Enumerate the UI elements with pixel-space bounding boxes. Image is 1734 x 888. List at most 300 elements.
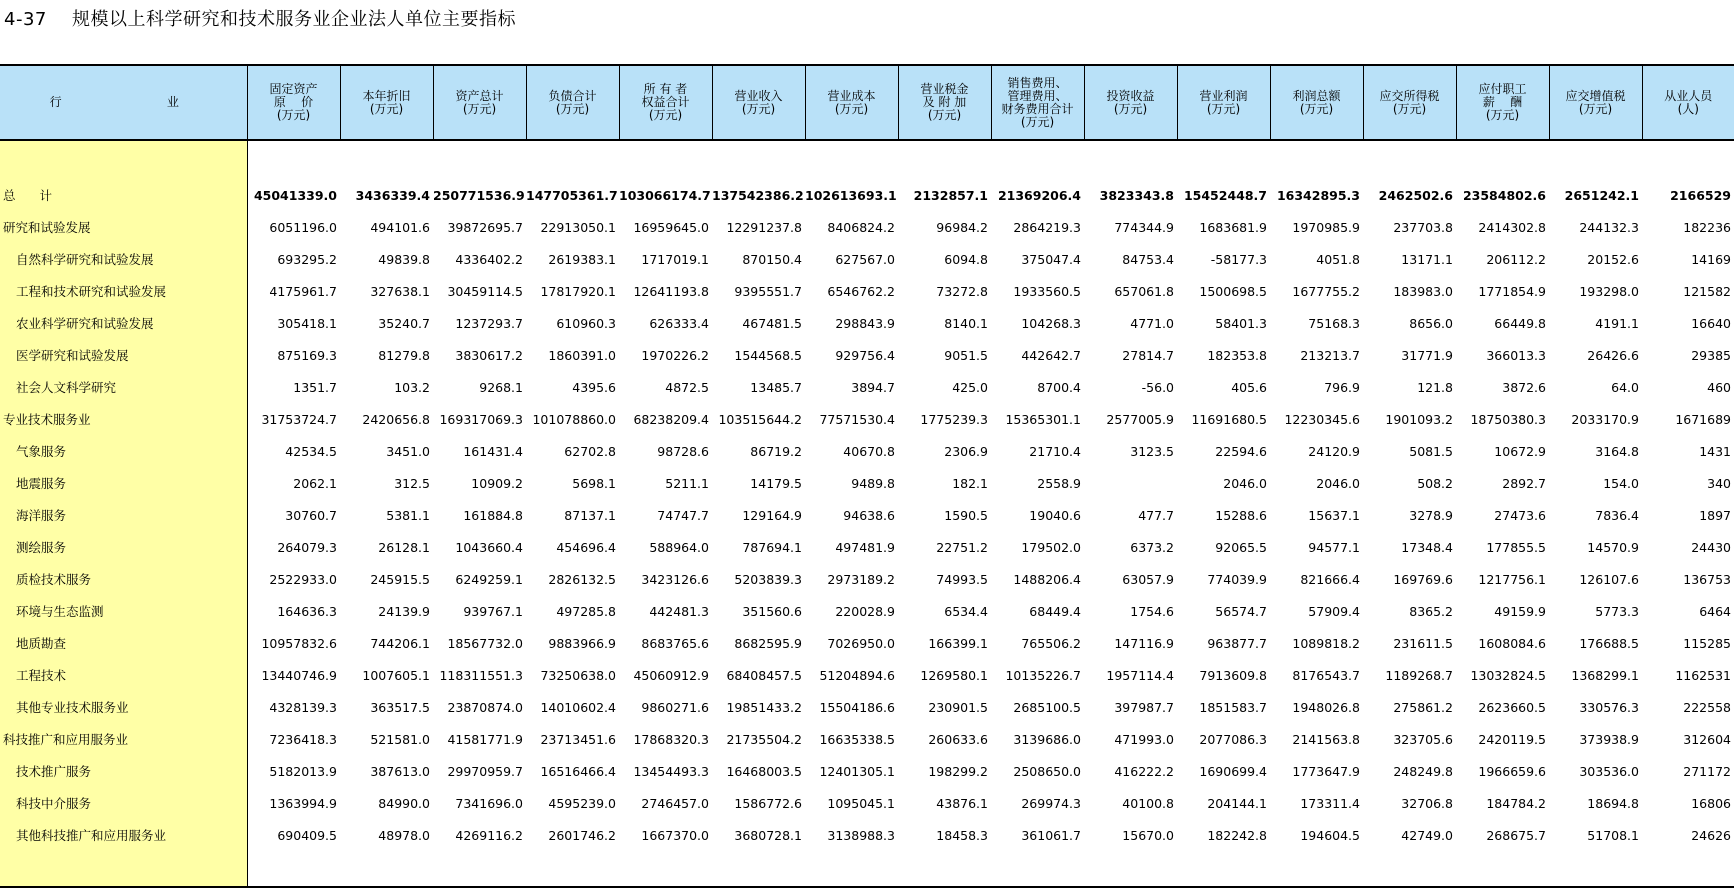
value-cell: 657061.8	[1114, 283, 1174, 299]
value-cell: 10135226.7	[1005, 667, 1081, 683]
empty-cell	[1549, 140, 1642, 179]
empty-cell	[619, 851, 712, 887]
value-cell: 15452448.7	[1183, 187, 1267, 203]
table-row	[0, 307, 1734, 339]
value-cell: 275861.2	[1393, 699, 1453, 715]
value-cell: 3423126.6	[641, 571, 709, 587]
value-cell: 870150.4	[742, 251, 802, 267]
value-cell: 31753724.7	[261, 411, 337, 427]
value-cell: 92065.5	[1215, 539, 1267, 555]
value-cell: 96984.2	[936, 219, 988, 235]
value-cell: 26128.1	[378, 539, 430, 555]
value-cell: 8656.0	[1409, 315, 1453, 331]
value-cell: 57909.4	[1308, 603, 1360, 619]
value-cell: 23584802.6	[1462, 187, 1546, 203]
empty-cell	[340, 851, 433, 887]
value-cell: 1775239.3	[920, 411, 988, 427]
value-cell: 45060912.9	[633, 667, 709, 683]
value-cell: 121582	[1683, 283, 1731, 299]
value-cell: 2864219.3	[1013, 219, 1081, 235]
value-cell: 1901093.2	[1385, 411, 1453, 427]
value-cell: 154.0	[1603, 475, 1639, 491]
value-cell: 269974.3	[1021, 795, 1081, 811]
value-cell: 1237293.7	[455, 315, 523, 331]
value-cell: 22751.2	[936, 539, 988, 555]
value-cell: 1754.6	[1130, 603, 1174, 619]
value-cell: 1586772.6	[734, 795, 802, 811]
value-cell: 260633.6	[928, 731, 988, 747]
value-cell: 51708.1	[1587, 827, 1639, 843]
value-cell: 26426.6	[1587, 347, 1639, 363]
value-cell: 73250638.0	[540, 667, 616, 683]
industry-name: 社会人文科学研究	[0, 371, 247, 403]
table-row	[0, 467, 1734, 499]
value-cell: 1608084.6	[1478, 635, 1546, 651]
value-cell: 361061.7	[1021, 827, 1081, 843]
value-cell: 213213.7	[1300, 347, 1360, 363]
value-cell: 2077086.3	[1199, 731, 1267, 747]
column-header: 销售费用、 管理费用、 财务费用合计 (万元)	[991, 65, 1084, 140]
value-cell: -58177.3	[1210, 251, 1267, 267]
value-cell: 49839.8	[378, 251, 430, 267]
value-cell: 2306.9	[944, 443, 988, 459]
table-row	[0, 211, 1734, 243]
value-cell: 340	[1707, 475, 1731, 491]
value-cell: 5203839.3	[734, 571, 802, 587]
value-cell: 17817920.1	[540, 283, 616, 299]
value-cell: 230901.5	[928, 699, 988, 715]
value-cell: 2558.9	[1037, 475, 1081, 491]
value-cell: 1544568.5	[734, 347, 802, 363]
value-cell: 16959645.0	[633, 219, 709, 235]
value-cell: 4395.6	[572, 379, 616, 395]
empty-cell	[1363, 140, 1456, 179]
value-cell: 101078860.0	[532, 411, 616, 427]
value-cell: 45041339.0	[253, 187, 337, 203]
value-cell: 497481.9	[835, 539, 895, 555]
column-header: 应付职工 薪 酬 (万元)	[1456, 65, 1549, 140]
value-cell: 13485.7	[750, 379, 802, 395]
value-cell: 13171.1	[1401, 251, 1453, 267]
value-cell: 24139.9	[378, 603, 430, 619]
industry-name: 自然科学研究和试验发展	[0, 243, 247, 275]
value-cell: 102613693.1	[805, 187, 897, 203]
value-cell: 1897	[1699, 507, 1731, 523]
value-cell: 305418.1	[277, 315, 337, 331]
value-cell: 442642.7	[1021, 347, 1081, 363]
empty-cell	[0, 851, 247, 887]
value-cell: 2046.0	[1223, 475, 1267, 491]
empty-cell	[433, 140, 526, 179]
value-cell: 182236	[1683, 219, 1731, 235]
value-cell: 875169.3	[277, 347, 337, 363]
table-row	[0, 339, 1734, 371]
value-cell: 312.5	[394, 475, 430, 491]
value-cell: 98728.6	[657, 443, 709, 459]
value-cell: 6534.4	[944, 603, 988, 619]
value-cell: 626333.4	[649, 315, 709, 331]
value-cell: 48978.0	[378, 827, 430, 843]
value-cell: 19851433.2	[726, 699, 802, 715]
value-cell: 12230345.6	[1284, 411, 1360, 427]
value-cell: 179502.0	[1021, 539, 1081, 555]
value-cell: 12641193.8	[633, 283, 709, 299]
value-cell: 86719.2	[750, 443, 802, 459]
empty-cell	[898, 851, 991, 887]
table-row	[0, 563, 1734, 595]
value-cell: 43876.1	[936, 795, 988, 811]
empty-cell	[991, 851, 1084, 887]
value-cell: 13032824.5	[1470, 667, 1546, 683]
table-body	[0, 140, 1734, 887]
value-cell: 16468003.5	[726, 763, 802, 779]
empty-cell	[526, 140, 619, 179]
value-cell: 1667370.0	[641, 827, 709, 843]
value-cell: 115285	[1683, 635, 1731, 651]
column-header: 营业利润 (万元)	[1177, 65, 1270, 140]
value-cell: 39872695.7	[447, 219, 523, 235]
value-cell: 1860391.0	[548, 347, 616, 363]
value-cell: 75168.3	[1308, 315, 1360, 331]
value-cell: 1690699.4	[1199, 763, 1267, 779]
value-cell: 271172	[1683, 763, 1731, 779]
value-cell: 2132857.1	[913, 187, 988, 203]
value-cell: 366013.3	[1486, 347, 1546, 363]
value-cell: 2420656.8	[362, 411, 430, 427]
value-cell: 1970985.9	[1292, 219, 1360, 235]
value-cell: 164636.3	[277, 603, 337, 619]
table-row	[0, 659, 1734, 691]
value-cell: 2420119.5	[1478, 731, 1546, 747]
value-cell: 3680728.1	[734, 827, 802, 843]
value-cell: 6051196.0	[269, 219, 337, 235]
value-cell: 312604	[1683, 731, 1731, 747]
value-cell: 5698.1	[572, 475, 616, 491]
value-cell: 81279.8	[378, 347, 430, 363]
value-cell: 821666.4	[1300, 571, 1360, 587]
industry-name: 科技推广和应用服务业	[0, 723, 247, 755]
value-cell: 19040.6	[1029, 507, 1081, 523]
value-cell: 58401.3	[1215, 315, 1267, 331]
value-cell: 8700.4	[1037, 379, 1081, 395]
value-cell: 18458.3	[936, 827, 988, 843]
value-cell: 1217756.1	[1478, 571, 1546, 587]
value-cell: 24626	[1691, 827, 1731, 843]
value-cell: 268675.7	[1486, 827, 1546, 843]
value-cell: 22594.6	[1215, 443, 1267, 459]
value-cell: 21735504.2	[726, 731, 802, 747]
empty-cell	[1270, 140, 1363, 179]
value-cell: 744206.1	[370, 635, 430, 651]
empty-cell	[433, 851, 526, 887]
value-cell: 8406824.2	[827, 219, 895, 235]
value-cell: 51204894.6	[819, 667, 895, 683]
value-cell: 12291237.8	[726, 219, 802, 235]
value-cell: 9489.8	[851, 475, 895, 491]
value-cell: 375047.4	[1021, 251, 1081, 267]
industry-name: 质检技术服务	[0, 563, 247, 595]
table-row	[0, 723, 1734, 755]
value-cell: 1683681.9	[1199, 219, 1267, 235]
value-cell: 6546762.2	[827, 283, 895, 299]
value-cell: 8682595.9	[734, 635, 802, 651]
value-cell: 7026950.0	[827, 635, 895, 651]
empty-cell	[1363, 851, 1456, 887]
value-cell: 194604.5	[1300, 827, 1360, 843]
value-cell: 177855.5	[1486, 539, 1546, 555]
value-cell: 126107.6	[1579, 571, 1639, 587]
industry-name: 科技中介服务	[0, 787, 247, 819]
value-cell: 245915.5	[370, 571, 430, 587]
value-cell: 16635338.5	[819, 731, 895, 747]
value-cell: 1351.7	[293, 379, 337, 395]
value-cell: 1933560.5	[1013, 283, 1081, 299]
spacer-row	[0, 140, 1734, 179]
table-header-row	[0, 65, 1734, 140]
value-cell: 169769.6	[1393, 571, 1453, 587]
page-title	[4, 5, 516, 35]
value-cell: 1368299.1	[1571, 667, 1639, 683]
value-cell: 77571530.4	[819, 411, 895, 427]
value-cell: 796.9	[1324, 379, 1360, 395]
value-cell: 173311.4	[1300, 795, 1360, 811]
value-cell: 2619383.1	[548, 251, 616, 267]
table-row	[0, 531, 1734, 563]
value-cell: 2623660.5	[1478, 699, 1546, 715]
value-cell: 2685100.5	[1013, 699, 1081, 715]
value-cell: 2462502.6	[1378, 187, 1453, 203]
value-cell: 467481.5	[742, 315, 802, 331]
empty-cell	[1177, 851, 1270, 887]
value-cell: 1771854.9	[1478, 283, 1546, 299]
value-cell: 6094.8	[944, 251, 988, 267]
value-cell: 3278.9	[1409, 507, 1453, 523]
value-cell: 1500698.5	[1199, 283, 1267, 299]
value-cell: 16806	[1691, 795, 1731, 811]
value-cell: 129164.9	[742, 507, 802, 523]
value-cell: 2826132.5	[548, 571, 616, 587]
value-cell: 31771.9	[1401, 347, 1453, 363]
value-cell: 49159.9	[1494, 603, 1546, 619]
value-cell: 521581.0	[370, 731, 430, 747]
value-cell: 2062.1	[293, 475, 337, 491]
value-cell: 477.7	[1138, 507, 1174, 523]
table-title: 规模以上科学研究和技术服务业企业法人单位主要指标	[72, 9, 516, 30]
value-cell: 442481.3	[649, 603, 709, 619]
value-cell: 4269116.2	[455, 827, 523, 843]
table-row	[0, 595, 1734, 627]
table-row	[0, 243, 1734, 275]
value-cell: 4872.5	[665, 379, 709, 395]
value-cell: 3164.8	[1595, 443, 1639, 459]
column-header: 所 有 者 权益合计 (万元)	[619, 65, 712, 140]
industry-name: 技术推广服务	[0, 755, 247, 787]
value-cell: 74747.7	[657, 507, 709, 523]
value-cell: 15637.1	[1308, 507, 1360, 523]
value-cell: 2508650.0	[1013, 763, 1081, 779]
value-cell: 14169	[1691, 251, 1731, 267]
industry-name: 海洋服务	[0, 499, 247, 531]
value-cell: 7913609.8	[1199, 667, 1267, 683]
value-cell: 13454493.3	[633, 763, 709, 779]
table-number: 4-37	[4, 9, 47, 30]
value-cell: 327638.1	[370, 283, 430, 299]
value-cell: 627567.0	[835, 251, 895, 267]
empty-cell	[247, 140, 340, 179]
empty-cell	[1456, 140, 1549, 179]
value-cell: 10672.9	[1494, 443, 1546, 459]
value-cell: 121.8	[1417, 379, 1453, 395]
value-cell: 1966659.6	[1478, 763, 1546, 779]
table-row	[0, 627, 1734, 659]
value-cell: 1043660.4	[455, 539, 523, 555]
value-cell: 1269580.1	[920, 667, 988, 683]
empty-cell	[712, 140, 805, 179]
industry-name: 地质勘查	[0, 627, 247, 659]
value-cell: 7236418.3	[269, 731, 337, 747]
value-cell: 3138988.3	[827, 827, 895, 843]
value-cell: 147116.9	[1114, 635, 1174, 651]
value-cell: 220028.9	[835, 603, 895, 619]
value-cell: 63057.9	[1122, 571, 1174, 587]
value-cell: 103066174.7	[619, 187, 711, 203]
value-cell: 494101.6	[370, 219, 430, 235]
empty-cell	[805, 140, 898, 179]
industry-name: 专业技术服务业	[0, 403, 247, 435]
value-cell: 10957832.6	[261, 635, 337, 651]
value-cell: 198299.2	[928, 763, 988, 779]
table-row	[0, 787, 1734, 819]
value-cell: 118311551.3	[439, 667, 523, 683]
value-cell: 397987.7	[1114, 699, 1174, 715]
column-header: 营业税金 及 附 加 (万元)	[898, 65, 991, 140]
value-cell: 18567732.0	[447, 635, 523, 651]
empty-cell	[1642, 851, 1734, 887]
value-cell: 765506.2	[1021, 635, 1081, 651]
industry-name: 地震服务	[0, 467, 247, 499]
empty-cell	[712, 851, 805, 887]
value-cell: 9883966.9	[548, 635, 616, 651]
value-cell: 184784.2	[1486, 795, 1546, 811]
value-cell: 2746457.0	[641, 795, 709, 811]
value-cell: 963877.7	[1207, 635, 1267, 651]
value-cell: 2141563.8	[1292, 731, 1360, 747]
value-cell: 18750380.3	[1470, 411, 1546, 427]
value-cell: 206112.2	[1486, 251, 1546, 267]
value-cell: 27814.7	[1122, 347, 1174, 363]
empty-cell	[1456, 851, 1549, 887]
value-cell: -56.0	[1141, 379, 1174, 395]
column-header: 应交所得税 (万元)	[1363, 65, 1456, 140]
value-cell: 74993.5	[936, 571, 988, 587]
value-cell: 1851583.7	[1199, 699, 1267, 715]
value-cell: 66449.8	[1494, 315, 1546, 331]
value-cell	[1084, 467, 1177, 499]
value-cell: 35240.7	[378, 315, 430, 331]
value-cell: 94638.6	[843, 507, 895, 523]
value-cell: 2522933.0	[269, 571, 337, 587]
value-cell: 610960.3	[556, 315, 616, 331]
value-cell: 7341696.0	[455, 795, 523, 811]
value-cell: 16342895.3	[1276, 187, 1360, 203]
value-cell: 4191.1	[1595, 315, 1639, 331]
value-cell: 14179.5	[750, 475, 802, 491]
value-cell: 1095045.1	[827, 795, 895, 811]
value-cell: 3123.5	[1130, 443, 1174, 459]
value-cell: 425.0	[952, 379, 988, 395]
empty-cell	[991, 140, 1084, 179]
total-row	[0, 179, 1734, 211]
value-cell: 690409.5	[277, 827, 337, 843]
value-cell: 16640	[1691, 315, 1731, 331]
value-cell: 1189268.7	[1385, 667, 1453, 683]
value-cell: 15670.0	[1122, 827, 1174, 843]
value-cell: 5081.5	[1409, 443, 1453, 459]
industry-name: 测绘服务	[0, 531, 247, 563]
value-cell: 42749.0	[1401, 827, 1453, 843]
value-cell: 460	[1707, 379, 1731, 395]
value-cell: 787694.1	[742, 539, 802, 555]
empty-cell	[526, 851, 619, 887]
value-cell: 303536.0	[1579, 763, 1639, 779]
value-cell: 3894.7	[851, 379, 895, 395]
value-cell: 250771536.9	[433, 187, 525, 203]
empty-cell	[1549, 851, 1642, 887]
value-cell: 17868320.3	[633, 731, 709, 747]
value-cell: 2973189.2	[827, 571, 895, 587]
value-cell: 94577.1	[1308, 539, 1360, 555]
empty-cell	[805, 851, 898, 887]
value-cell: 1488206.4	[1013, 571, 1081, 587]
table-row	[0, 403, 1734, 435]
value-cell: 8683765.6	[641, 635, 709, 651]
value-cell: 22913050.1	[540, 219, 616, 235]
value-cell: 1089818.2	[1292, 635, 1360, 651]
value-cell: 41581771.9	[447, 731, 523, 747]
value-cell: 10909.2	[471, 475, 523, 491]
empty-cell	[1084, 140, 1177, 179]
value-cell: 73272.8	[936, 283, 988, 299]
value-cell: 8365.2	[1409, 603, 1453, 619]
value-cell: 23713451.6	[540, 731, 616, 747]
industry-name: 医学研究和试验发展	[0, 339, 247, 371]
value-cell: 1590.5	[944, 507, 988, 523]
value-cell: 298843.9	[835, 315, 895, 331]
industry-name: 环境与生态监测	[0, 595, 247, 627]
value-cell: 4771.0	[1130, 315, 1174, 331]
empty-cell	[1642, 140, 1734, 179]
value-cell: 8176543.7	[1292, 667, 1360, 683]
value-cell: 24430	[1691, 539, 1731, 555]
value-cell: 9395551.7	[734, 283, 802, 299]
value-cell: 62702.8	[564, 443, 616, 459]
value-cell: 166399.1	[928, 635, 988, 651]
value-cell: 416222.2	[1114, 763, 1174, 779]
value-cell: 454696.4	[556, 539, 616, 555]
value-cell: 1363994.9	[269, 795, 337, 811]
industry-name: 工程和技术研究和试验发展	[0, 275, 247, 307]
value-cell: 2601746.2	[548, 827, 616, 843]
value-cell: 2892.7	[1502, 475, 1546, 491]
value-cell: 16516466.4	[540, 763, 616, 779]
value-cell: 204144.1	[1207, 795, 1267, 811]
industry-name: 农业科学研究和试验发展	[0, 307, 247, 339]
value-cell: 8140.1	[944, 315, 988, 331]
value-cell: 9268.1	[479, 379, 523, 395]
value-cell: 3823343.8	[1099, 187, 1174, 203]
value-cell: 237703.8	[1393, 219, 1453, 235]
value-cell: 9051.5	[944, 347, 988, 363]
